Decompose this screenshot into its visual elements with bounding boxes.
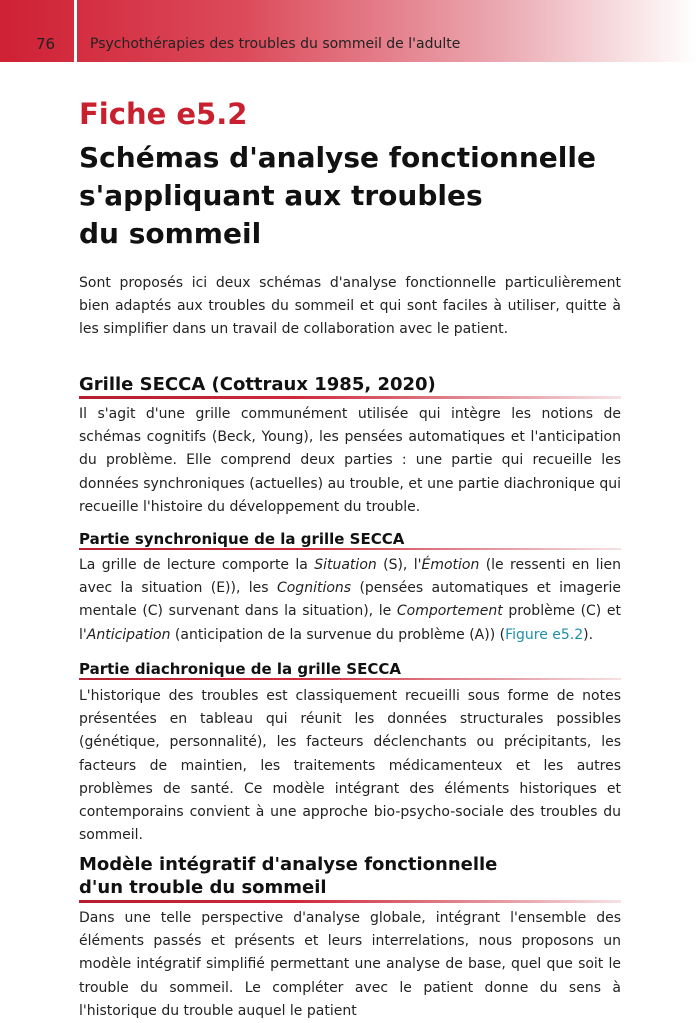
- text-run: La grille de lecture comporte la: [79, 557, 315, 573]
- section-heading-secca: Grille SECCA (Cottraux 1985, 2020): [79, 374, 436, 395]
- chapter-title: [79, 139, 639, 253]
- intro-paragraph: Sont proposés ici deux schémas d'analyse fonctionnelle particulièrement bien adaptés aux troubles du sommeil et qui sont faciles à utiliser, quitte à les simplifier dans un travail de collaboration avec le patient.: [79, 275, 621, 338]
- text-run: (le ressenti en lien avec la situation (E)), les: [79, 557, 621, 597]
- term-emotion: Émotion: [421, 557, 480, 573]
- text-run: (S), l': [376, 557, 422, 573]
- text-run: (pensées automatiques et imagerie mentale (C) survenant dans la situation), le: [79, 580, 621, 620]
- section-heading-line: Modèle intégratif d'analyse fonctionnelle: [79, 854, 498, 875]
- fiche-label: Fiche e5.2: [79, 97, 248, 131]
- text-run: (anticipation de la survenue du problème (A)) (: [170, 626, 506, 643]
- subheading-diachronique: Partie diachronique de la grille SECCA: [79, 660, 401, 678]
- chapter-title-line: du sommeil: [79, 217, 262, 250]
- text-run: ).: [583, 626, 594, 643]
- term-situation: Situation: [314, 557, 377, 573]
- term-anticipation: Anticipation: [86, 626, 171, 643]
- section-heading-line: d'un trouble du sommeil: [79, 877, 327, 898]
- section-rule: [79, 396, 621, 399]
- term-cognitions: Cognitions: [276, 580, 352, 597]
- section-heading-modele: [79, 853, 497, 899]
- header-band: [0, 0, 698, 62]
- text-run: problème (C) et l': [79, 603, 621, 643]
- subsection-rule: [79, 548, 621, 550]
- header-divider: [74, 0, 77, 62]
- figure-link[interactable]: Figure e5.2: [505, 626, 584, 643]
- subheading-synchronique: Partie synchronique de la grille SECCA: [79, 530, 405, 548]
- subsection-rule: [79, 678, 621, 680]
- chapter-title-line: s'appliquant aux troubles: [79, 179, 483, 212]
- running-title: Psychothérapies des troubles du sommeil de l'adulte: [90, 36, 461, 52]
- section-rule: [79, 900, 621, 903]
- diachronique-paragraph: L'historique des troubles est classiquement recueilli sous forme de notes présentées en tableau qui réunit les données structurales possibles (génétique, personnalité), les facteurs déclenchants ou précipitants, les facteurs de maintien, les traitements médicamenteux et les autres problèmes de santé. Ce modèle intégrant des éléments historiques et contemporains convient à une approche bio-psycho-sociale des troubles du sommeil.: [79, 688, 621, 844]
- chapter-title-line: Schémas d'analyse fonctionnelle: [79, 141, 596, 174]
- modele-paragraph: Dans une telle perspective d'analyse globale, intégrant l'ensemble des éléments passés et présents et leurs interrelations, nous proposons un modèle intégratif simplifié permettant une analyse de base, quel que soit le trouble du sommeil. Le compléter avec le patient donne du sens à l'historique du trouble auquel le patient: [79, 910, 621, 1019]
- synchronique-paragraph: [79, 554, 621, 647]
- term-comportement: Comportement: [396, 603, 503, 620]
- secca-paragraph: Il s'agit d'une grille communément utilisée qui intègre les notions de schémas cognitifs (Beck, Young), les pensées automatiques et l'anticipation du problème. Elle comprend deux parties : une partie qui recueille les données synchroniques (actuelles) au trouble, et une partie diachronique qui recueille l'histoire du développement du trouble.: [79, 406, 621, 515]
- page-number: 76: [36, 35, 56, 53]
